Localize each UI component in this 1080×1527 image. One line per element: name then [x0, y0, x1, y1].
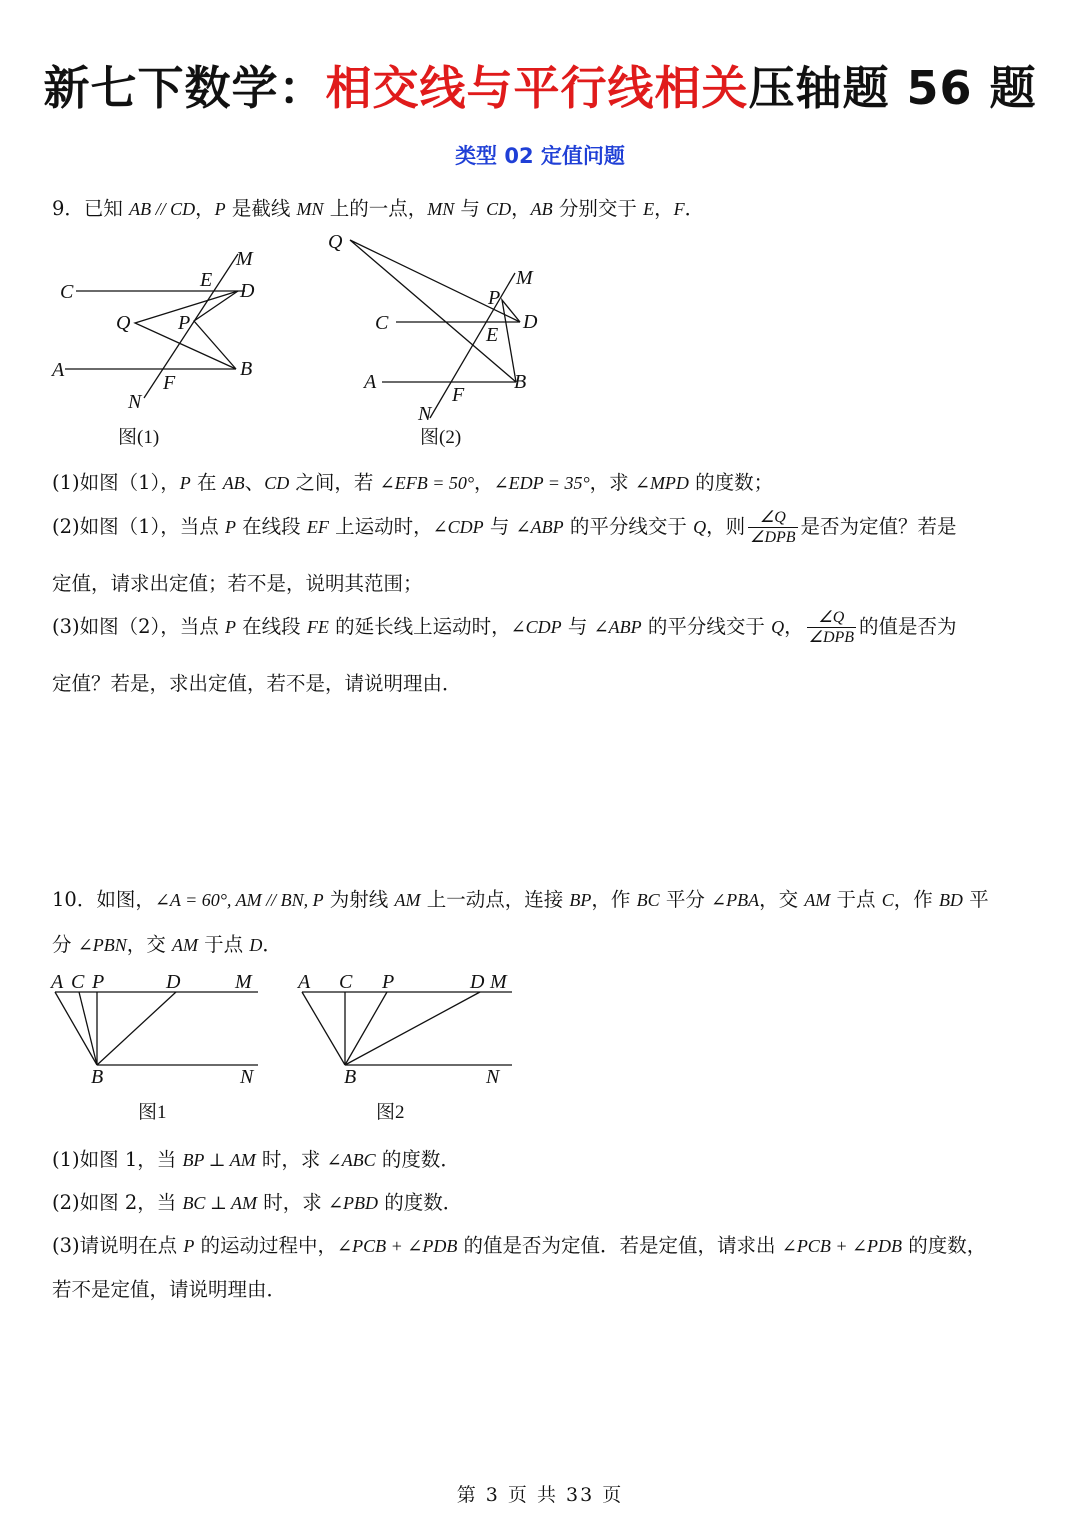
m: F	[673, 199, 685, 219]
t: (2)如图（1），当点	[52, 515, 225, 538]
t: 之间，若	[289, 471, 380, 494]
title-part2: 相交线与平行线相关	[325, 61, 749, 115]
t: (2)如图 2，当	[52, 1191, 183, 1214]
label-p: P	[382, 971, 395, 993]
t: 时，求	[257, 1191, 328, 1214]
t: ，	[474, 471, 494, 494]
label-m: M	[516, 267, 533, 289]
m: P	[183, 1236, 195, 1256]
m: ∠ABP	[593, 617, 642, 637]
segment-ab	[302, 992, 345, 1065]
section-subtitle: 类型 02 定值问题	[455, 144, 625, 168]
t: 的延长线上运动时，	[328, 615, 511, 638]
t: ，求	[589, 471, 635, 494]
label-c: C	[60, 281, 74, 303]
label-c: C	[339, 971, 353, 993]
label-e: E	[486, 324, 499, 346]
fraction	[807, 608, 856, 647]
m: AM	[171, 935, 198, 955]
t: 于点	[197, 933, 250, 956]
polyline-dpb	[502, 300, 520, 382]
m: P	[224, 617, 236, 637]
t: 、	[244, 471, 265, 494]
label-n: N	[128, 391, 142, 413]
q10-part2	[52, 1187, 462, 1215]
segment-ab	[55, 992, 97, 1065]
m: AM	[394, 890, 421, 910]
m: BC ⊥ AM	[182, 1193, 258, 1213]
m: ∠PBN	[77, 935, 127, 955]
t: ，	[195, 197, 215, 220]
q9-part3-line1	[52, 608, 957, 647]
t: ，作	[591, 888, 637, 911]
t: ．	[684, 197, 705, 220]
caption-fig2: 图2	[376, 1102, 405, 1123]
t: 与	[454, 197, 487, 220]
t: 的值是否为定值．若是定值，请求出	[457, 1234, 782, 1257]
m: E	[643, 199, 655, 219]
m: CD	[486, 199, 512, 219]
t: 上一动点，连接	[420, 888, 570, 911]
m: AM	[804, 890, 831, 910]
m: MN	[427, 199, 455, 219]
caption-fig1: 图(1)	[118, 427, 160, 448]
segment-bd	[97, 992, 176, 1065]
t: 的度数，	[902, 1234, 987, 1257]
t: ．	[262, 933, 282, 956]
t: ，	[511, 197, 531, 220]
label-b: B	[240, 358, 253, 380]
label-p: P	[92, 971, 105, 993]
page-title	[0, 52, 1080, 118]
m: BP ⊥ AM	[182, 1150, 256, 1170]
t: ，交	[126, 933, 172, 956]
m: FE	[306, 617, 329, 637]
q9-figure-1	[40, 238, 300, 453]
polyline-bqd	[350, 240, 520, 382]
t: 于点	[830, 888, 882, 911]
page-footer: 第 3 页 共 33 页	[456, 1484, 624, 1506]
label-e: E	[200, 269, 213, 291]
m: ∠EFB = 50°	[379, 473, 475, 493]
q10-figure-2	[290, 965, 530, 1125]
m: MN	[296, 199, 324, 219]
t: ，	[654, 197, 674, 220]
m: ∠PCB + ∠PDB	[337, 1236, 458, 1256]
label-b: B	[514, 371, 527, 393]
t: 与	[561, 615, 594, 638]
caption-fig2: 图(2)	[420, 427, 462, 448]
m: ∠ABP	[515, 517, 564, 537]
q9-stem	[52, 193, 704, 221]
label-d: D	[470, 971, 485, 993]
label-f: F	[452, 384, 465, 406]
m: BD	[938, 890, 963, 910]
m: P	[214, 199, 226, 219]
t: 的度数；	[688, 471, 774, 494]
t: 的度数．	[375, 1148, 460, 1171]
q9-figure-2	[320, 228, 580, 453]
label-d: D	[240, 280, 255, 302]
label-p: P	[488, 287, 501, 309]
m: ∠PBD	[327, 1193, 379, 1213]
q9-part2-line1	[52, 508, 957, 547]
label-c: C	[375, 312, 389, 334]
q9-part3-line2: 定值？若是，求出定值，若不是，请说明理由．	[52, 672, 462, 695]
t: 是截线	[225, 197, 297, 220]
label-n: N	[486, 1066, 500, 1088]
fraction	[748, 508, 797, 547]
title-part1: 新七下数学：	[43, 61, 326, 115]
t: (3)请说明在点	[52, 1234, 184, 1257]
label-b: B	[344, 1066, 357, 1088]
t: (3)如图（2），当点	[52, 615, 225, 638]
m: ∠PCB + ∠PDB	[781, 1236, 903, 1256]
t: (1)如图 1，当	[52, 1148, 183, 1171]
label-n: N	[240, 1066, 254, 1088]
label-a: A	[364, 371, 377, 393]
label-a: A	[51, 971, 64, 993]
q10-figure-1	[40, 965, 280, 1125]
m: ∠CDP	[432, 517, 484, 537]
t: 上的一点，	[323, 197, 428, 220]
t: 平分	[659, 888, 712, 911]
q10-stem-line1	[52, 884, 989, 912]
t: 分别交于	[552, 197, 644, 220]
m: ∠PBA	[711, 890, 760, 910]
t: 的值是否为	[859, 615, 957, 638]
label-m: M	[490, 971, 507, 993]
q10-part1	[52, 1144, 460, 1172]
label-q: Q	[328, 231, 343, 253]
label-p: P	[178, 312, 191, 334]
label-b: B	[91, 1066, 104, 1088]
t: 的平分线交于	[563, 515, 694, 538]
label-a: A	[52, 359, 65, 381]
m: D	[249, 935, 263, 955]
t: 为射线	[323, 888, 395, 911]
t: 在线段	[235, 515, 307, 538]
t: 的平分线交于	[641, 615, 772, 638]
line-mn	[144, 254, 238, 398]
label-n: N	[418, 403, 432, 425]
m: ∠A = 60°, AM // BN, P	[154, 890, 324, 910]
q10-part3-line2: 若不是定值，请说明理由．	[52, 1278, 287, 1301]
q9-part2-line2: 定值，请求出定值；若不是，说明其范围；	[52, 572, 423, 595]
segment-bd	[345, 992, 480, 1065]
m: AB // CD	[129, 199, 196, 219]
m: ∠EDP = 35°	[493, 473, 590, 493]
t: 上运动时，	[328, 515, 433, 538]
m: Q	[771, 617, 785, 637]
label-c: C	[71, 971, 85, 993]
t: 是否为定值？若是	[800, 515, 957, 538]
label-d: D	[523, 311, 538, 333]
t: 与	[483, 515, 516, 538]
t: 在线段	[235, 615, 307, 638]
m: BC	[636, 890, 660, 910]
title-part3: 压轴题 56 题	[748, 61, 1037, 115]
m: CD	[264, 473, 290, 493]
m: ∠CDP	[510, 617, 562, 637]
t: ，则	[706, 515, 746, 538]
caption-fig1: 图1	[138, 1102, 167, 1123]
numerator: ∠Q	[807, 608, 856, 628]
t: (1)如图（1），	[52, 471, 180, 494]
t: 10．如图，	[52, 888, 155, 911]
denominator: ∠DPB	[750, 529, 796, 546]
t: ，	[784, 615, 804, 638]
t: 的度数．	[378, 1191, 463, 1214]
t: 平	[962, 888, 989, 911]
t: 分	[52, 933, 78, 956]
t: ，交	[759, 888, 805, 911]
t: 在	[190, 471, 223, 494]
m: ∠ABC	[326, 1150, 376, 1170]
q10-part3-line1	[52, 1230, 986, 1258]
label-m: M	[236, 248, 253, 270]
m: ∠MPD	[634, 473, 689, 493]
m: P	[224, 517, 236, 537]
denominator: ∠DPB	[808, 629, 855, 646]
m: EF	[306, 517, 329, 537]
t: ，作	[893, 888, 939, 911]
m: AB	[530, 199, 553, 219]
t: 的运动过程中，	[194, 1234, 338, 1257]
t: 时，求	[255, 1148, 327, 1171]
m: AB	[222, 473, 245, 493]
label-q: Q	[116, 312, 131, 334]
m: C	[881, 890, 894, 910]
q10-stem-line2	[52, 929, 282, 957]
label-a: A	[298, 971, 311, 993]
m: P	[179, 473, 191, 493]
segment-bc	[79, 992, 97, 1065]
label-d: D	[166, 971, 181, 993]
label-f: F	[163, 372, 176, 394]
m: Q	[693, 517, 707, 537]
m: BP	[569, 890, 592, 910]
t: 9．已知	[52, 197, 130, 220]
label-m: M	[235, 971, 252, 993]
q9-part1	[52, 467, 773, 495]
numerator: ∠Q	[748, 508, 797, 528]
